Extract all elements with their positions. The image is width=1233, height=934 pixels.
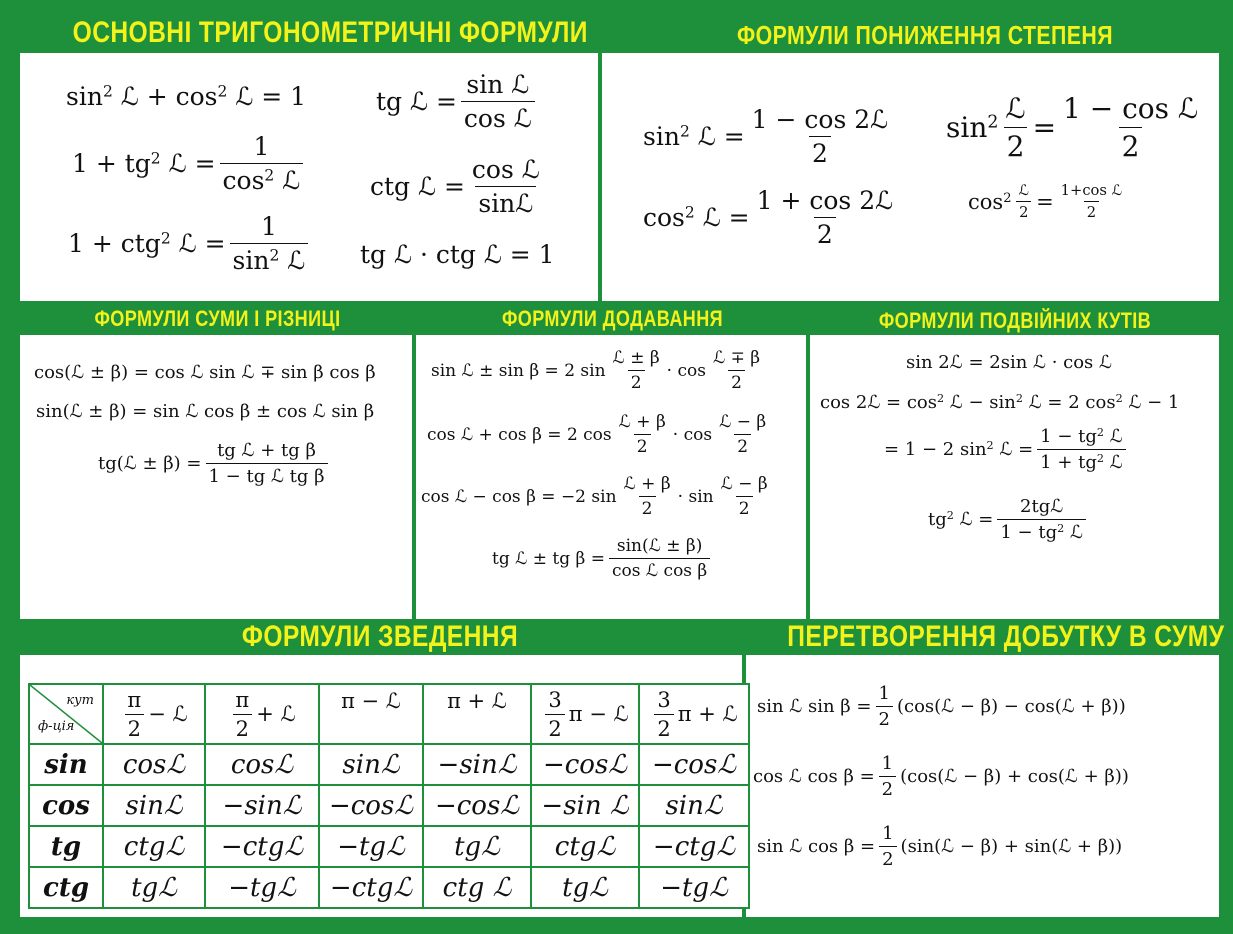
formula-ctg-squared: 1 + ctg$^2$ ℒ = $\frac{1}{\sin^2 ℒ}$ (68, 212, 312, 275)
panel-power (602, 53, 1219, 301)
reduction-cell: −sinℒ (423, 744, 531, 785)
column-angle-fraction: $\frac{3}{2}$ (654, 688, 673, 741)
formula-tg-sum: tg(ℒ ± β) = $\frac{\text{tg ℒ + tg β}}{\text{1 − tg ℒ tg β}}$ (98, 440, 332, 487)
formula-sin-squared-half: $\sin^2$ $\frac{\text{ℒ}}{2}$ = $\frac{\text{1 − cos ℒ}}{2}$ (946, 92, 1199, 163)
reduction-cell: sinℒ (103, 785, 205, 826)
formula-cos-double-via-tg: = 1 − 2 $\sin^2$ ℒ = $\frac{1 - tg^2 ℒ}{1 + tg^2 ℒ}$ (884, 426, 1130, 473)
formula-cos-squared-reduction: $\cos^2$ ℒ = $\frac{\text{1 + cos 2ℒ}}{2}$ (643, 186, 894, 249)
column-angle-label: − ℒ (148, 702, 188, 726)
header-product-to-sum: ПЕРЕТВОРЕННЯ ДОБУТКУ В СУМУ (787, 620, 1225, 653)
reduction-cell: −ctgℒ (639, 826, 749, 867)
header-sum-difference: ФОРМУЛИ СУМИ І РІЗНИЦІ (94, 306, 341, 331)
formula-sin-squared-reduction: $\sin^2$ ℒ = $\frac{\text{1 − cos 2ℒ}}{2}$ (643, 105, 889, 168)
reduction-cell: cosℒ (205, 744, 319, 785)
reduction-cell: −ctgℒ (319, 867, 423, 908)
header-addition: ФОРМУЛИ ДОДАВАННЯ (501, 306, 724, 331)
reduction-column-header (423, 684, 531, 744)
function-name-cos: cos (29, 785, 103, 826)
formula-ctg-definition: ctg ℒ = $\frac{\text{cos ℒ}}{\text{sinℒ}}$ (370, 155, 540, 218)
column-angle-label: π − ℒ (568, 702, 629, 726)
reduction-cell: ctg ℒ (423, 867, 531, 908)
formula-tg-ctg-product: tg ℒ · ctg ℒ = 1 (360, 240, 555, 269)
column-angle-fraction: $\frac{\pi}{2}$ (124, 688, 144, 741)
formula-cos-sum: cos(ℒ ± β) = cos ℒ sin ℒ ∓ sin β cos β (34, 362, 376, 383)
reduction-row-ctg (29, 867, 749, 908)
corner-label-angle: кут (66, 693, 94, 708)
formula-tg-plus-minus-tg: tg ℒ ± tg β = $\frac{\text{sin(ℒ ± β)}}{\text{cos ℒ cos β}}$ (492, 536, 714, 581)
column-angle-label: π + ℒ (677, 702, 738, 726)
column-angle-label: + ℒ (256, 702, 296, 726)
function-name-tg: tg (29, 826, 103, 867)
reduction-row-tg (29, 826, 749, 867)
column-angle-label: π + ℒ (447, 689, 507, 713)
header-power-reduction: ФОРМУЛИ ПОНИЖЕННЯ СТЕПЕНЯ (737, 20, 1113, 50)
reduction-header-row (29, 684, 749, 744)
reduction-cell: tgℒ (423, 826, 531, 867)
reduction-cell: −tgℒ (639, 867, 749, 908)
reduction-cell: −cosℒ (319, 785, 423, 826)
formula-cos-minus-cos: cos ℒ − cos β = −2 sin $\frac{\text{ℒ + β}}{2}$ · sin $\frac{\text{ℒ − β}}{2}$ (421, 474, 768, 519)
header-reduction: ФОРМУЛИ ЗВЕДЕННЯ (241, 620, 519, 653)
reduction-cell: −ctgℒ (205, 826, 319, 867)
reduction-cell: sinℒ (639, 785, 749, 826)
reduction-column-header (531, 684, 639, 744)
reduction-cell: ctgℒ (103, 826, 205, 867)
reduction-cell: tgℒ (531, 867, 639, 908)
reduction-cell: −tgℒ (319, 826, 423, 867)
reduction-corner-cell (29, 684, 103, 744)
reduction-cell: −cosℒ (531, 744, 639, 785)
formula-cos-plus-cos: cos ℒ + cos β = 2 cos $\frac{\text{ℒ + β}}{2}$ · cos $\frac{\text{ℒ − β}}{2}$ (427, 412, 767, 457)
formula-sin-plus-minus-sin: sin ℒ ± sin β = 2 sin $\frac{\text{ℒ ± β}}{2}$ · cos $\frac{\text{ℒ ∓ β}}{2}$ (431, 348, 761, 393)
formula-tg-definition: tg ℒ = $\frac{\text{sin ℒ}}{\text{cos ℒ}}$ (376, 70, 539, 133)
formula-sin-double: sin 2ℒ = 2sin ℒ · cos ℒ (906, 352, 1112, 373)
reduction-column-header (103, 684, 205, 744)
reduction-cell: tgℒ (103, 867, 205, 908)
formula-cos-squared-half: $\cos^2$ $\frac{\text{ℒ}}{2}$ = $\frac{\text{1+cos ℒ}}{2}$ (968, 182, 1123, 221)
reduction-table (28, 683, 750, 909)
column-angle-fraction: $\frac{3}{2}$ (545, 688, 564, 741)
formula-sin-sin-product: sin ℒ sin β = $\frac{1}{2}$ (cos(ℒ − β) − cos(ℒ + β)) (757, 683, 1126, 730)
panel-double-angle (810, 335, 1219, 619)
reduction-cell: sinℒ (319, 744, 423, 785)
corner-label-function: ф-ція (38, 719, 75, 734)
formula-tg-squared-double: $tg^2$ ℒ = $\frac{\text{2tgℒ}}{1 - tg^2 ℒ}$ (928, 496, 1090, 543)
header-basic-formulas: ОСНОВНІ ТРИГОНОМЕТРИЧНІ ФОРМУЛИ (72, 16, 588, 49)
formula-cos-cos-product: cos ℒ cos β = $\frac{1}{2}$ (cos(ℒ − β) + cos(ℒ + β)) (753, 753, 1129, 800)
reduction-cell: −cosℒ (639, 744, 749, 785)
function-name-sin: sin (29, 744, 103, 785)
reduction-cell: −tgℒ (205, 867, 319, 908)
function-name-ctg: ctg (29, 867, 103, 908)
reduction-column-header (205, 684, 319, 744)
reduction-cell: −sin ℒ (531, 785, 639, 826)
reduction-row-sin (29, 744, 749, 785)
reduction-row-cos (29, 785, 749, 826)
column-angle-label: π − ℒ (341, 689, 401, 713)
reduction-cell: ctgℒ (531, 826, 639, 867)
formula-tg-squared: $1 + tg^2$ ℒ = $\frac{1}{\cos^2 ℒ}$ (72, 132, 307, 195)
reduction-column-header (319, 684, 423, 744)
formula-cos-double: cos 2ℒ = $\cos^2$ ℒ − $\sin^2$ ℒ = 2 $\cos^2$ ℒ − 1 (820, 391, 1180, 413)
reduction-cell: −sinℒ (205, 785, 319, 826)
header-double-angle: ФОРМУЛИ ПОДВІЙНИХ КУТІВ (878, 308, 1152, 333)
column-angle-fraction: $\frac{\pi}{2}$ (232, 688, 252, 741)
reduction-cell: −cosℒ (423, 785, 531, 826)
reduction-column-header (639, 684, 749, 744)
formula-sin-cos-product: sin ℒ cos β = $\frac{1}{2}$ (sin(ℒ − β) + sin(ℒ + β)) (757, 823, 1123, 870)
reduction-cell: cosℒ (103, 744, 205, 785)
formula-pythagorean: $\sin^2$ ℒ + $\cos^2$ ℒ = 1 (66, 82, 307, 111)
formula-sin-sum: sin(ℒ ± β) = sin ℒ cos β ± cos ℒ sin β (36, 401, 375, 422)
